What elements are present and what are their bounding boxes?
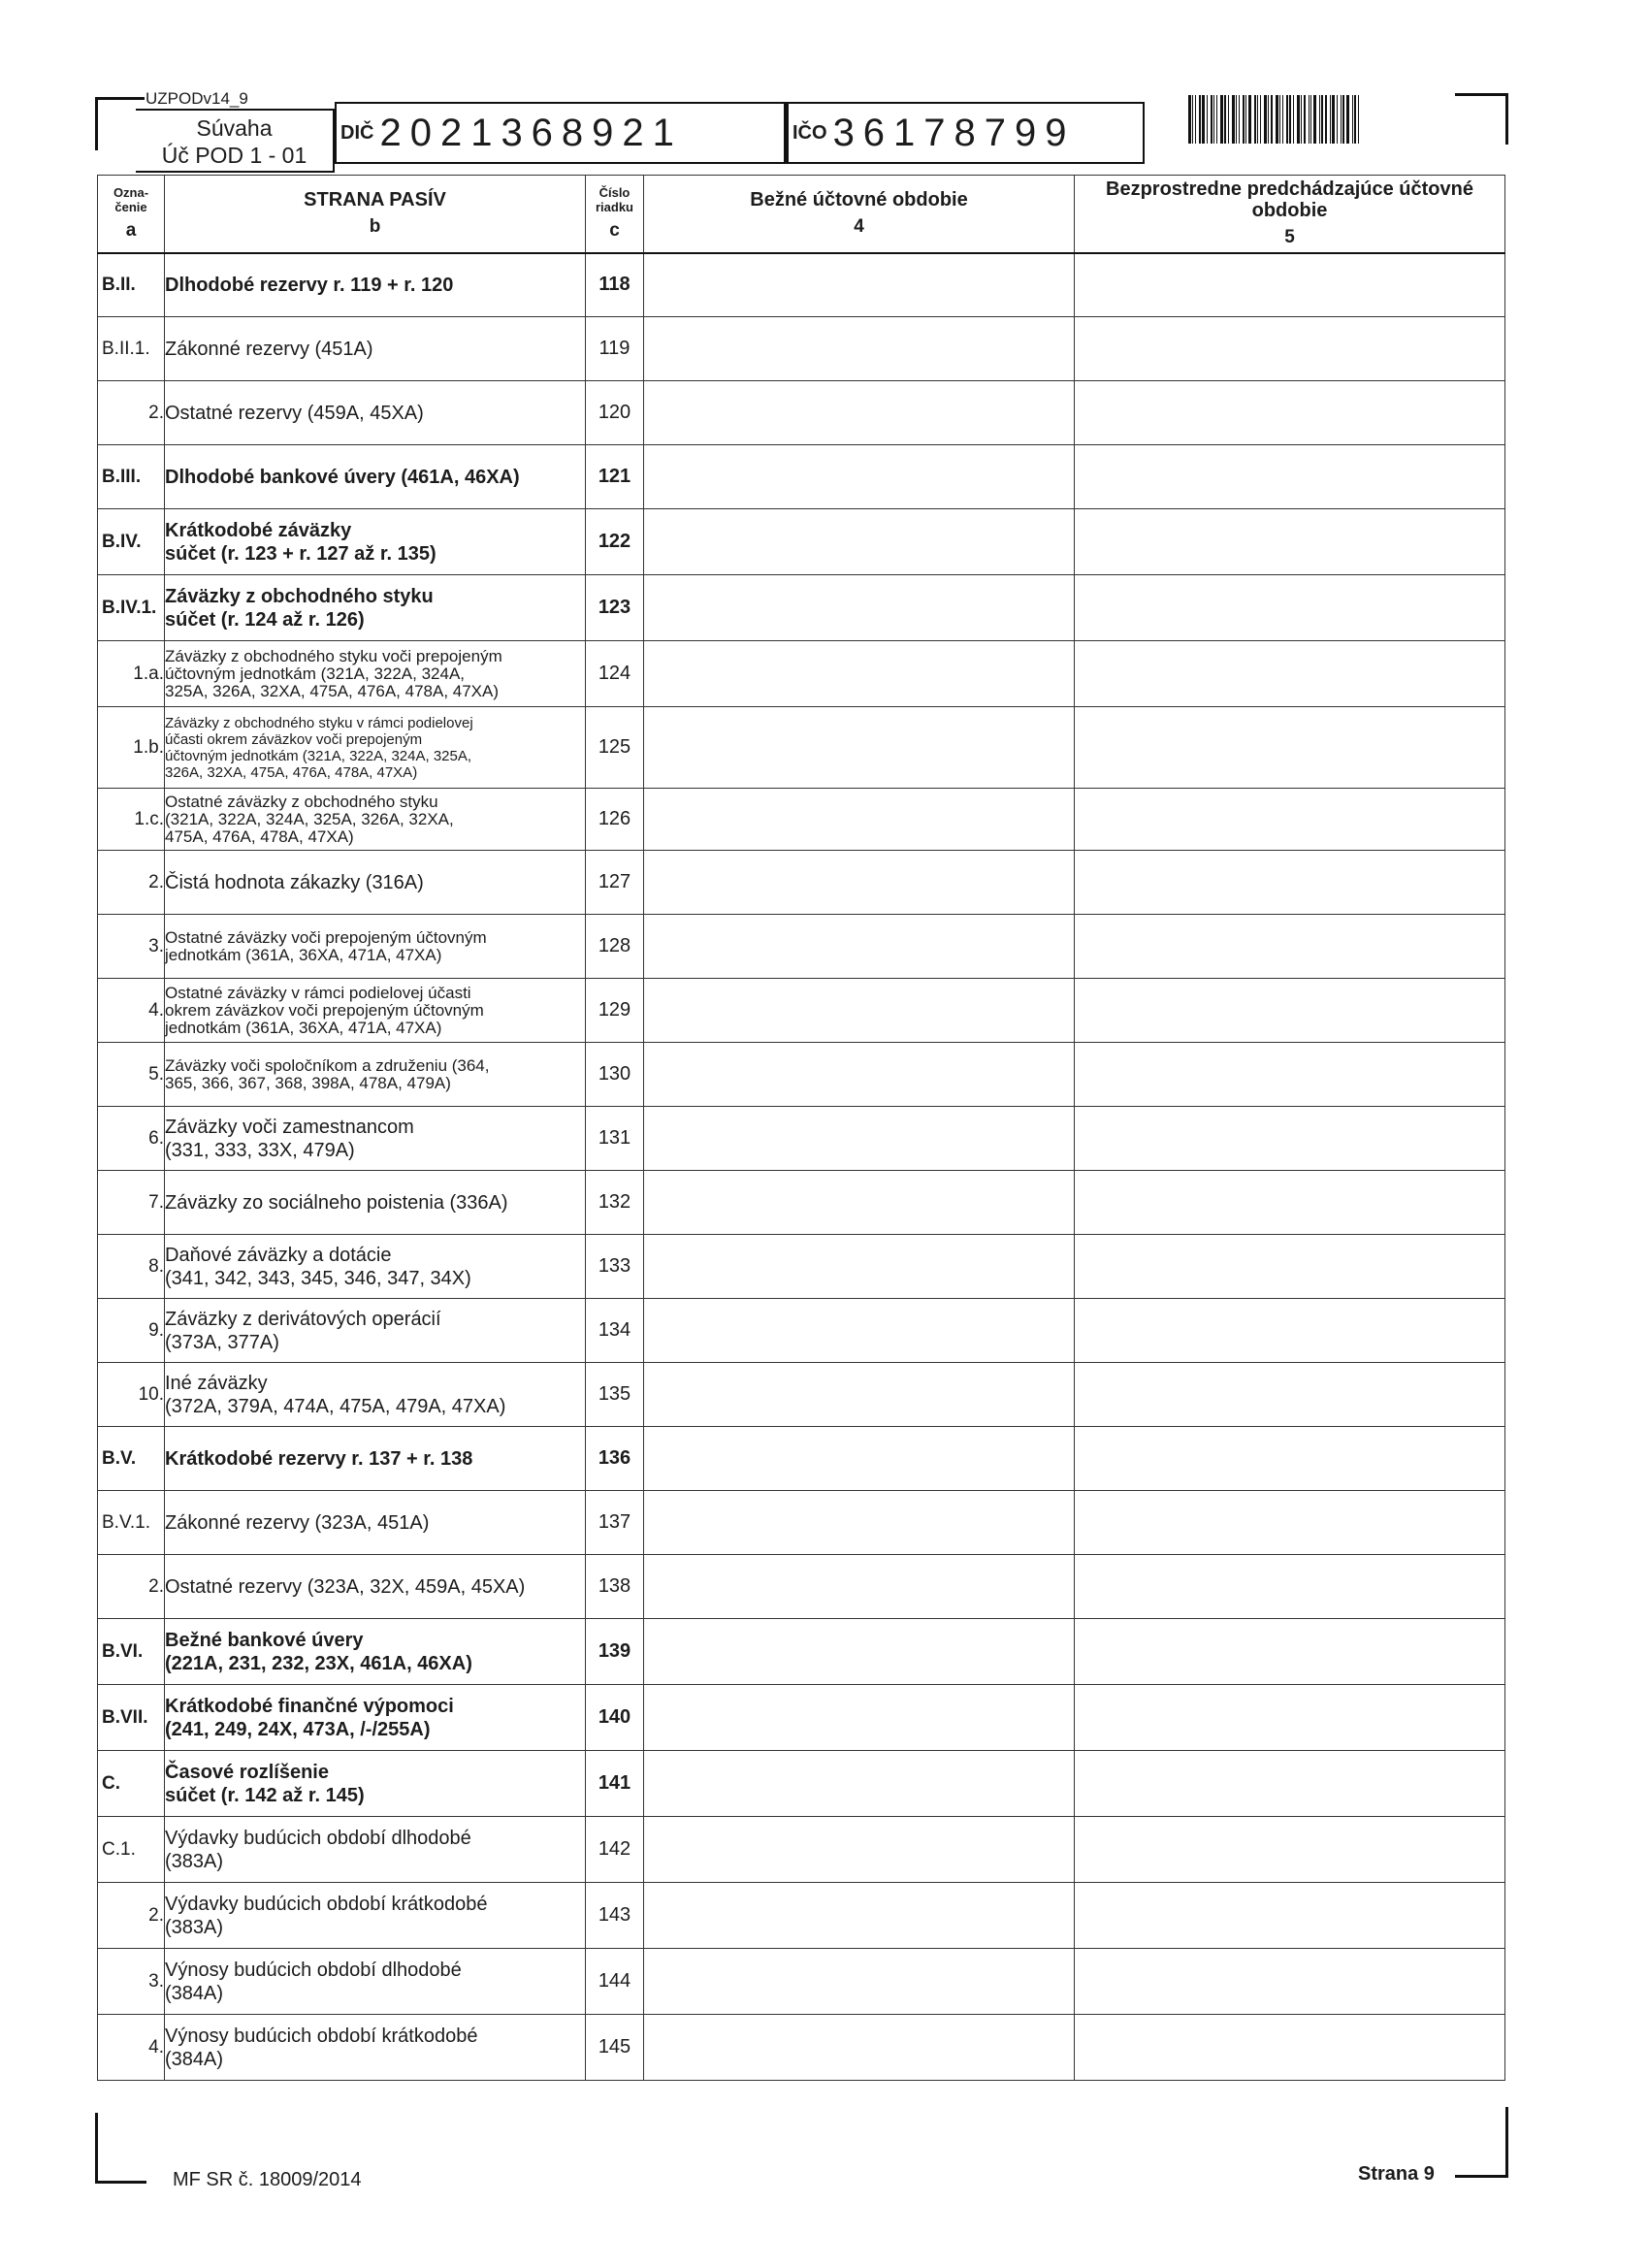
current-period-value-field[interactable]	[644, 1883, 1075, 1949]
barcode-bar	[1207, 95, 1208, 144]
row-mark: 2.	[98, 381, 165, 445]
liabilities-table	[97, 175, 1505, 2081]
row-number: 135	[586, 1363, 644, 1427]
previous-period-value-field[interactable]	[1075, 1817, 1505, 1883]
table-row	[98, 1235, 1505, 1299]
barcode-bar	[1254, 95, 1256, 144]
row-description: Dlhodobé rezervy r. 119 + r. 120	[165, 253, 586, 317]
row-mark: 1.a.	[98, 641, 165, 707]
row-mark: B.II.	[98, 253, 165, 317]
row-mark: B.V.	[98, 1427, 165, 1491]
ico-box	[786, 102, 1145, 164]
row-description: Záväzky z obchodného styku voči prepojeným účtovným jednotkám (321A, 322A, 324A, 325A, 326A, 32XA, 475A, 476A, 478A, 47XA)	[165, 641, 586, 707]
table-header-row	[98, 176, 1505, 253]
table-row	[98, 1685, 1505, 1751]
row-number: 138	[586, 1555, 644, 1619]
barcode-bar	[1297, 95, 1300, 144]
row-number: 125	[586, 707, 644, 789]
barcode-bar	[1301, 95, 1302, 144]
current-period-value-field[interactable]	[644, 641, 1075, 707]
barcode-bar	[1224, 95, 1226, 144]
barcode-bar	[1330, 95, 1331, 144]
row-description: Iné záväzky (372A, 379A, 474A, 475A, 479A, 47XA)	[165, 1363, 586, 1427]
row-mark: 6.	[98, 1107, 165, 1171]
current-period-value-field[interactable]	[644, 1171, 1075, 1235]
form-title: Súvaha	[196, 115, 273, 141]
barcode-bar	[1192, 95, 1193, 144]
row-description: Ostatné záväzky z obchodného styku (321A, 322A, 324A, 325A, 326A, 32XA, 475A, 476A, 478A, 47XA)	[165, 789, 586, 851]
row-mark: 4.	[98, 2015, 165, 2081]
row-number: 143	[586, 1883, 644, 1949]
row-description: Ostatné rezervy (323A, 32X, 459A, 45XA)	[165, 1555, 586, 1619]
previous-period-value-field[interactable]	[1075, 1491, 1505, 1555]
table-row	[98, 2015, 1505, 2081]
row-number: 126	[586, 789, 644, 851]
barcode-bar	[1319, 95, 1320, 144]
row-mark: 3.	[98, 915, 165, 979]
row-mark: B.III.	[98, 445, 165, 509]
barcode-bar	[1313, 95, 1316, 144]
header-strana-pasiv: STRANA PASÍV b	[165, 176, 586, 253]
previous-period-value-field[interactable]	[1075, 851, 1505, 915]
previous-period-value-field[interactable]	[1075, 1883, 1505, 1949]
row-number: 127	[586, 851, 644, 915]
row-number: 131	[586, 1107, 644, 1171]
barcode-bar	[1337, 95, 1338, 144]
current-period-value-field[interactable]	[644, 253, 1075, 317]
barcode-bar	[1332, 95, 1335, 144]
barcode-bar	[1271, 95, 1273, 144]
current-period-value-field[interactable]	[644, 1751, 1075, 1817]
previous-period-value-field[interactable]	[1075, 1107, 1505, 1171]
header-bezne-obdobie: Bežné účtovné obdobie 4	[644, 176, 1075, 253]
previous-period-value-field[interactable]	[1075, 509, 1505, 575]
barcode-bar	[1232, 95, 1235, 144]
barcode-bar	[1268, 95, 1269, 144]
table-row	[98, 789, 1505, 851]
header-predchadzajuce-obdobie: Bezprostredne predchádzajúce účtovné obdobie 5	[1075, 176, 1505, 253]
row-number: 119	[586, 317, 644, 381]
row-mark: B.IV.1.	[98, 575, 165, 641]
previous-period-value-field[interactable]	[1075, 1363, 1505, 1427]
barcode-bar	[1341, 95, 1342, 144]
row-description: Záväzky voči spoločníkom a združeniu (364, 365, 366, 367, 368, 398A, 478A, 479A)	[165, 1043, 586, 1107]
row-number: 118	[586, 253, 644, 317]
previous-period-value-field[interactable]	[1075, 641, 1505, 707]
previous-period-value-field[interactable]	[1075, 317, 1505, 381]
table-row	[98, 1619, 1505, 1685]
row-description: Výnosy budúcich období krátkodobé (384A)	[165, 2015, 586, 2081]
barcode-bar	[1199, 95, 1201, 144]
form-code: UZPODv14_9	[146, 89, 248, 108]
barcode-bar	[1342, 95, 1344, 144]
row-number: 128	[586, 915, 644, 979]
row-description: Krátkodobé finančné výpomoci (241, 249, 24X, 473A, /-/255A)	[165, 1685, 586, 1751]
barcode-bar	[1260, 95, 1261, 144]
row-description: Bežné bankové úvery (221A, 231, 232, 23X, 461A, 46XA)	[165, 1619, 586, 1685]
row-number: 137	[586, 1491, 644, 1555]
current-period-value-field[interactable]	[644, 1299, 1075, 1363]
table-row	[98, 915, 1505, 979]
row-number: 124	[586, 641, 644, 707]
footer-ministry-code: MF SR č. 18009/2014	[173, 2169, 362, 2190]
previous-period-value-field[interactable]	[1075, 1171, 1505, 1235]
table-row	[98, 1491, 1505, 1555]
page-number: Strana 9	[1358, 2163, 1435, 2185]
current-period-value-field[interactable]	[644, 1555, 1075, 1619]
row-description: Čistá hodnota zákazky (316A)	[165, 851, 586, 915]
row-mark: 2.	[98, 1555, 165, 1619]
previous-period-value-field[interactable]	[1075, 1043, 1505, 1107]
previous-period-value-field[interactable]	[1075, 979, 1505, 1043]
table-row	[98, 979, 1505, 1043]
previous-period-value-field[interactable]	[1075, 381, 1505, 445]
previous-period-value-field[interactable]	[1075, 915, 1505, 979]
header-oznacenie: Ozna-čenie a	[98, 176, 165, 253]
table-row	[98, 509, 1505, 575]
row-number: 141	[586, 1751, 644, 1817]
corner-mark-top-right	[1455, 93, 1508, 145]
row-number: 122	[586, 509, 644, 575]
row-number: 123	[586, 575, 644, 641]
previous-period-value-field[interactable]	[1075, 1235, 1505, 1299]
row-description: Záväzky zo sociálneho poistenia (336A)	[165, 1171, 586, 1235]
current-period-value-field[interactable]	[644, 1043, 1075, 1107]
barcode-bar	[1279, 95, 1280, 144]
row-description: Dlhodobé bankové úvery (461A, 46XA)	[165, 445, 586, 509]
row-description: Daňové záväzky a dotácie (341, 342, 343, 345, 346, 347, 34X)	[165, 1235, 586, 1299]
row-description: Záväzky voči zamestnancom (331, 333, 33X, 479A)	[165, 1107, 586, 1171]
previous-period-value-field[interactable]	[1075, 2015, 1505, 2081]
current-period-value-field[interactable]	[644, 1491, 1075, 1555]
barcode-bar	[1309, 95, 1310, 144]
row-mark: 1.b.	[98, 707, 165, 789]
corner-mark-bottom-left	[95, 2113, 146, 2184]
row-number: 130	[586, 1043, 644, 1107]
table-row	[98, 1949, 1505, 2015]
row-mark: B.VII.	[98, 1685, 165, 1751]
previous-period-value-field[interactable]	[1075, 445, 1505, 509]
barcode-image	[1188, 95, 1411, 144]
row-description: Časové rozlíšenie súčet (r. 142 až r. 145)	[165, 1751, 586, 1817]
current-period-value-field[interactable]	[644, 707, 1075, 789]
table-row	[98, 575, 1505, 641]
barcode-bar	[1310, 95, 1311, 144]
row-mark: C.	[98, 1751, 165, 1817]
row-mark: 2.	[98, 851, 165, 915]
row-description: Záväzky z obchodného styku súčet (r. 124 až r. 126)	[165, 575, 586, 641]
row-description: Ostatné záväzky v rámci podielovej účasti okrem záväzkov voči prepojeným účtovným jednotkám (361A, 36XA, 471A, 47XA)	[165, 979, 586, 1043]
row-mark: 7.	[98, 1171, 165, 1235]
previous-period-value-field[interactable]	[1075, 1751, 1505, 1817]
table-row	[98, 1555, 1505, 1619]
barcode-bar	[1321, 95, 1323, 144]
barcode-bar	[1248, 95, 1251, 144]
ico-value: 36178799	[832, 111, 1076, 154]
row-number: 136	[586, 1427, 644, 1491]
previous-period-value-field[interactable]	[1075, 253, 1505, 317]
barcode-bar	[1228, 95, 1229, 144]
current-period-value-field[interactable]	[644, 915, 1075, 979]
table-row	[98, 1427, 1505, 1491]
barcode-bar	[1286, 95, 1288, 144]
row-number: 129	[586, 979, 644, 1043]
row-mark: B.II.1.	[98, 317, 165, 381]
barcode-bar	[1264, 95, 1267, 144]
barcode-bar	[1216, 95, 1217, 144]
current-period-value-field[interactable]	[644, 445, 1075, 509]
table-row	[98, 317, 1505, 381]
header-cislo-riadku: Číslo riadku c	[586, 176, 644, 253]
dic-value: 2021368921	[379, 111, 683, 154]
row-description: Ostatné záväzky voči prepojeným účtovným jednotkám (361A, 36XA, 471A, 47XA)	[165, 915, 586, 979]
row-mark: B.V.1.	[98, 1491, 165, 1555]
barcode-bar	[1239, 95, 1240, 144]
row-description: Krátkodobé rezervy r. 137 + r. 138	[165, 1427, 586, 1491]
barcode-bar	[1213, 95, 1214, 144]
row-number: 132	[586, 1171, 644, 1235]
form-title-box	[136, 109, 335, 173]
row-number: 144	[586, 1949, 644, 2015]
row-mark: 2.	[98, 1883, 165, 1949]
current-period-value-field[interactable]	[644, 1817, 1075, 1883]
barcode-bar	[1195, 95, 1196, 144]
current-period-value-field[interactable]	[644, 381, 1075, 445]
table-row	[98, 1043, 1505, 1107]
barcode-bar	[1289, 95, 1291, 144]
current-period-value-field[interactable]	[644, 851, 1075, 915]
barcode-bar	[1354, 95, 1356, 144]
row-mark: 5.	[98, 1043, 165, 1107]
barcode-bar	[1358, 95, 1359, 144]
dic-box	[335, 102, 786, 164]
table-row	[98, 1299, 1505, 1363]
row-description: Výdavky budúcich období dlhodobé (383A)	[165, 1817, 586, 1883]
barcode-bar	[1211, 95, 1212, 144]
barcode-bar	[1236, 95, 1237, 144]
barcode-bar	[1220, 95, 1223, 144]
table-row	[98, 1883, 1505, 1949]
previous-period-value-field[interactable]	[1075, 575, 1505, 641]
row-description: Zákonné rezervy (451A)	[165, 317, 586, 381]
row-mark: B.VI.	[98, 1619, 165, 1685]
row-number: 133	[586, 1235, 644, 1299]
table-row	[98, 1817, 1505, 1883]
previous-period-value-field[interactable]	[1075, 1685, 1505, 1751]
row-description: Krátkodobé záväzky súčet (r. 123 + r. 127 až r. 135)	[165, 509, 586, 575]
row-number: 121	[586, 445, 644, 509]
previous-period-value-field[interactable]	[1075, 1299, 1505, 1363]
previous-period-value-field[interactable]	[1075, 1949, 1505, 2015]
table-row	[98, 253, 1505, 317]
row-mark: 3.	[98, 1949, 165, 2015]
row-mark: 10.	[98, 1363, 165, 1427]
barcode-bar	[1352, 95, 1353, 144]
current-period-value-field[interactable]	[644, 509, 1075, 575]
previous-period-value-field[interactable]	[1075, 707, 1505, 789]
barcode-bar	[1276, 95, 1278, 144]
row-number: 142	[586, 1817, 644, 1883]
table-row	[98, 445, 1505, 509]
barcode-bar	[1282, 95, 1283, 144]
row-description: Výdavky budúcich období krátkodobé (383A)	[165, 1883, 586, 1949]
previous-period-value-field[interactable]	[1075, 789, 1505, 851]
row-number: 139	[586, 1619, 644, 1685]
row-mark: 1.c.	[98, 789, 165, 851]
current-period-value-field[interactable]	[644, 2015, 1075, 2081]
form-subtitle: Úč POD 1 - 01	[161, 143, 307, 168]
table-row	[98, 381, 1505, 445]
current-period-value-field[interactable]	[644, 1363, 1075, 1427]
ico-label: IČO	[792, 121, 827, 144]
table-row	[98, 707, 1505, 789]
row-description: Zákonné rezervy (323A, 451A)	[165, 1491, 586, 1555]
barcode-bar	[1346, 95, 1349, 144]
current-period-value-field[interactable]	[644, 1619, 1075, 1685]
row-description: Výnosy budúcich období dlhodobé (384A)	[165, 1949, 586, 2015]
current-period-value-field[interactable]	[644, 789, 1075, 851]
barcode-bar	[1202, 95, 1205, 144]
current-period-value-field[interactable]	[644, 317, 1075, 381]
current-period-value-field[interactable]	[644, 1685, 1075, 1751]
row-mark: 8.	[98, 1235, 165, 1299]
row-number: 120	[586, 381, 644, 445]
row-description: Záväzky z derivátových operácií (373A, 377A)	[165, 1299, 586, 1363]
barcode-bar	[1245, 95, 1246, 144]
table-row	[98, 1751, 1505, 1817]
dic-label: DIČ	[340, 121, 374, 144]
table-row	[98, 1171, 1505, 1235]
previous-period-value-field[interactable]	[1075, 1619, 1505, 1685]
previous-period-value-field[interactable]	[1075, 1555, 1505, 1619]
current-period-value-field[interactable]	[644, 1427, 1075, 1491]
table-row	[98, 851, 1505, 915]
row-number: 134	[586, 1299, 644, 1363]
current-period-value-field[interactable]	[644, 979, 1075, 1043]
table-row	[98, 1107, 1505, 1171]
table-row	[98, 641, 1505, 707]
current-period-value-field[interactable]	[644, 575, 1075, 641]
row-description: Záväzky z obchodného styku v rámci podielovej účasti okrem záväzkov voči prepojeným účtovným jednotkám (321A, 322A, 324A, 325A, 326A, 32XA, 475A, 476A, 478A, 47XA)	[165, 707, 586, 789]
row-mark: B.IV.	[98, 509, 165, 575]
current-period-value-field[interactable]	[644, 1949, 1075, 2015]
barcode-bar	[1188, 95, 1191, 144]
corner-mark-bottom-right	[1455, 2107, 1508, 2178]
barcode-bar	[1293, 95, 1294, 144]
barcode-bar	[1243, 95, 1245, 144]
row-mark: C.1.	[98, 1817, 165, 1883]
row-description: Ostatné rezervy (459A, 45XA)	[165, 381, 586, 445]
barcode-bar	[1304, 95, 1306, 144]
current-period-value-field[interactable]	[644, 1235, 1075, 1299]
barcode-bar	[1325, 95, 1327, 144]
previous-period-value-field[interactable]	[1075, 1427, 1505, 1491]
current-period-value-field[interactable]	[644, 1107, 1075, 1171]
row-number: 140	[586, 1685, 644, 1751]
table-body	[98, 253, 1505, 2081]
row-number: 145	[586, 2015, 644, 2081]
row-mark: 4.	[98, 979, 165, 1043]
barcode-bar	[1257, 95, 1258, 144]
row-mark: 9.	[98, 1299, 165, 1363]
table-row	[98, 1363, 1505, 1427]
